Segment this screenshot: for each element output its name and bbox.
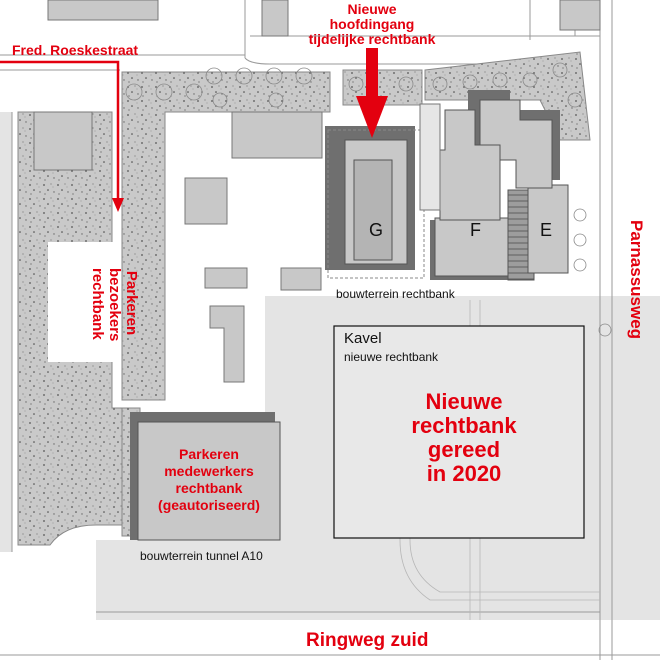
plot-title: Kavel [344,330,382,347]
main-entrance-label [276,2,468,47]
staff-parking-line2: medewerkers [164,463,254,479]
building-g-label: G [369,220,384,240]
staff-parking-line1: Parkeren [179,446,239,462]
new-court-line4: in 2020 [426,461,502,486]
tunnel-construction-label: bouwterrein tunnel A10 [140,549,263,563]
main-entrance-line3: tijdelijke rechtbank [308,31,436,47]
west-strip [0,112,12,552]
visitor-parking-line2: bezoekers [106,268,123,342]
glass-corridor [420,104,440,210]
street-ringweg-zuid: Ringweg zuid [306,630,429,651]
staff-parking-line4: (geautoriseerd) [158,497,260,513]
staff-parking-line3: rechtbank [175,480,243,496]
building-north-1 [48,0,158,20]
construction-court-label: bouwterrein rechtbank [336,287,455,301]
main-entrance-line1: Nieuwe [347,1,397,17]
new-court-label [384,390,544,486]
street-fred-roeskestraat: Fred. Roeskestraat [12,42,139,58]
new-court-line1: Nieuwe [425,389,503,414]
visitor-parking-label [89,268,140,342]
new-court-line2: rechtbank [411,413,517,438]
visitor-parking-line3: rechtbank [89,268,106,340]
building-e-label: E [540,220,553,240]
arrow-shaft [366,48,378,100]
street-parnassusweg: Parnassusweg [627,220,646,340]
building-north-3 [560,0,600,30]
visitor-parking-line1: Parkeren [123,270,140,336]
plot-subtitle: nieuwe rechtbank [344,350,439,364]
new-court-line3: gereed [427,437,501,462]
staff-parking-label [138,446,280,514]
building-f-label: F [470,220,481,240]
building-g-core [354,160,392,260]
main-entrance-line2: hoofdingang [329,16,415,32]
